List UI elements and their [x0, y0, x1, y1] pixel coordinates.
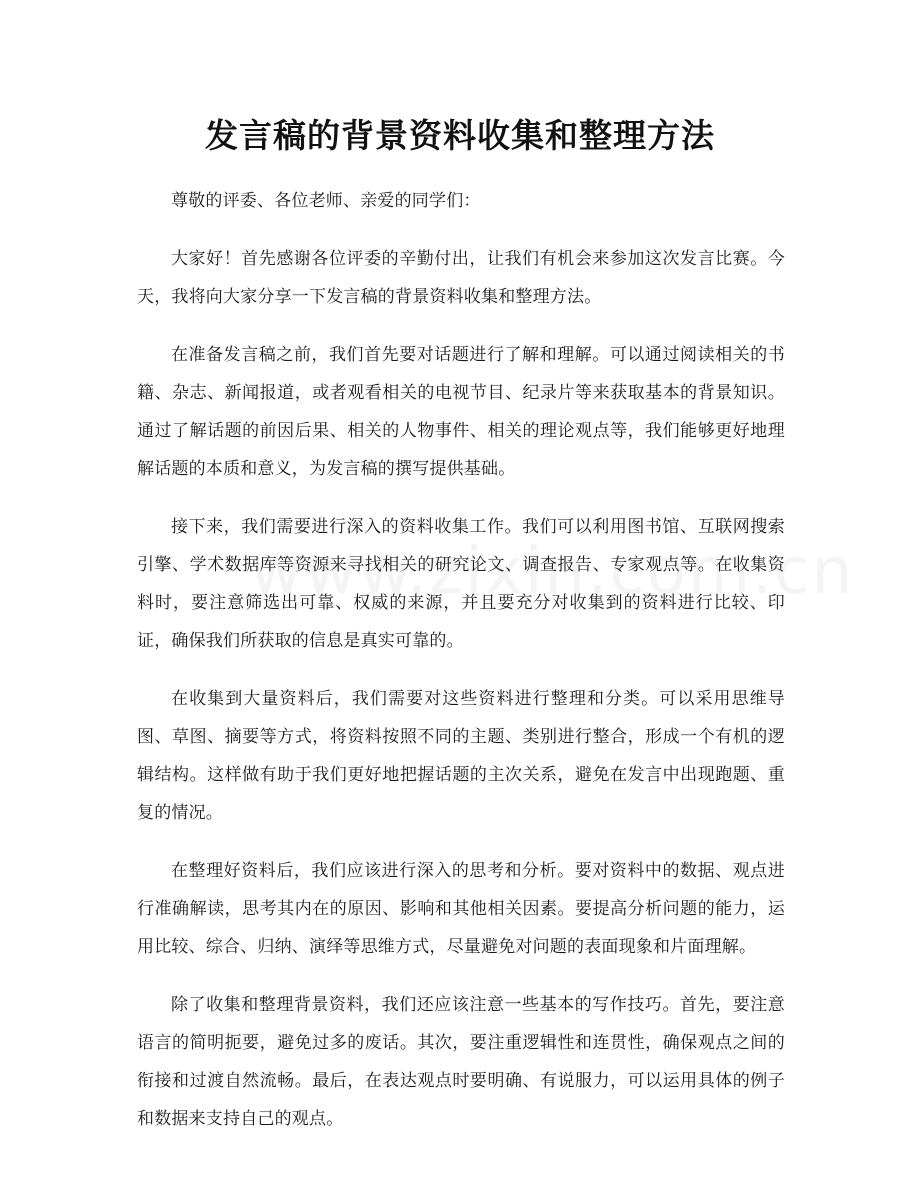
document-body: [137, 182, 785, 1158]
page-title: 发言稿的背景资料收集和整理方法: [205, 116, 715, 155]
salutation-paragraph: 尊敬的评委、各位老师、亲爱的同学们：: [171, 191, 481, 211]
body-paragraph: 在整理好资料后，我们应该进行深入的思考和分析。要对资料中的数据、观点进行准确解读，思考其内在的原因、影响和其他相关因素。要提高分析问题的能力，运用比较、综合、归纳、演绎等思维方式，尽量避免对问题的表面现象和片面理解。: [137, 861, 785, 957]
body-paragraph: 在收集到大量资料后，我们需要对这些资料进行整理和分类。可以采用思维导图、草图、摘要等方式，将资料按照不同的主题、类别进行整合，形成一个有机的逻辑结构。这样做有助于我们更好地把握话题的主次关系，避免在发言中出现跑题、重复的情况。: [137, 689, 785, 823]
body-paragraph: 大家好！首先感谢各位评委的辛勤付出，让我们有机会来参加这次发言比赛。今天，我将向大家分享一下发言稿的背景资料收集和整理方法。: [137, 249, 785, 307]
body-paragraph: 接下来，我们需要进行深入的资料收集工作。我们可以利用图书馆、互联网搜索引擎、学术数据库等资源来寻找相关的研究论文、调查报告、专家观点等。在收集资料时，要注意筛选出可靠、权威的来源，并且要充分对收集到的资料进行比较、印证，确保我们所获取的信息是真实可靠的。: [137, 517, 785, 651]
body-paragraph: 在准备发言稿之前，我们首先要对话题进行了解和理解。可以通过阅读相关的书籍、杂志、新闻报道，或者观看相关的电视节目、纪录片等来获取基本的背景知识。通过了解话题的前因后果、相关的人物事件、相关的理论观点等，我们能够更好地理解话题的本质和意义，为发言稿的撰写提供基础。: [137, 345, 785, 479]
body-paragraph: 除了收集和整理背景资料，我们还应该注意一些基本的写作技巧。首先，要注意语言的简明扼要，避免过多的废话。其次，要注重逻辑性和连贯性，确保观点之间的衔接和过渡自然流畅。最后，在表达观点时要明确、有说服力，可以运用具体的例子和数据来支持自己的观点。: [137, 995, 785, 1129]
